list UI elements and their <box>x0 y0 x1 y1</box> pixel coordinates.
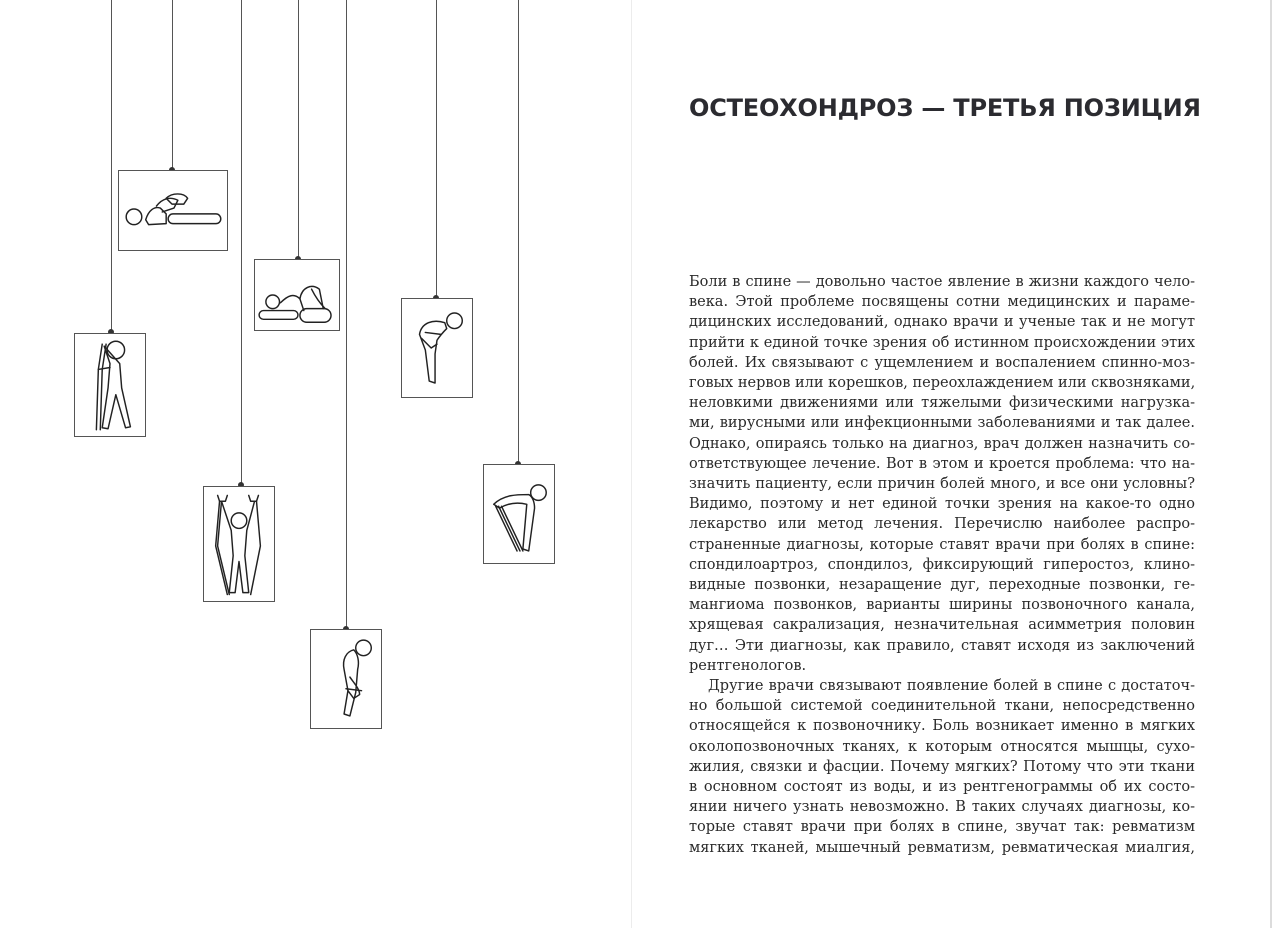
exercise-card <box>401 298 473 398</box>
text-line: мангиома позвонков, варианты ширины позвоночного канала, <box>689 597 1195 614</box>
text-line: жилия, связки и фасции. Почему мягких? Потому что эти ткани <box>689 758 1195 775</box>
text-line: прийти к единой точке зрения об истинном происхождении этих <box>689 334 1195 351</box>
text-line: в основном состоят из воды, и из рентгенограммы об их состо- <box>689 779 1195 796</box>
text-line: века. Этой проблеме посвящены сотни медицинских и параме- <box>689 294 1195 311</box>
text-line: торые ставят врачи при болях в спине, звучат так: ревматизм <box>689 819 1195 836</box>
hanging-string <box>298 0 299 259</box>
figure-kneeling-forward-icon <box>255 260 339 330</box>
text-line: дицинских исследований, однако врачи и ученые так и не могут <box>689 314 1195 331</box>
text-line: спондилоартроз, спондилоз, фиксирующий гиперостоз, клино- <box>689 556 1195 573</box>
hanging-string <box>241 0 242 485</box>
text-line: значить пациенту, если причин болей много, и все они условны? <box>689 476 1195 493</box>
exercise-card <box>254 259 340 331</box>
exercise-card <box>203 486 275 602</box>
text-line: Видимо, поэтому и нет единой точки зрения на какое-то одно <box>689 496 1195 513</box>
text-line: янии ничего узнать невозможно. В таких случаях диагнозы, ко- <box>689 799 1195 816</box>
figure-curled-lying-icon <box>119 171 227 250</box>
body-text <box>689 272 1195 858</box>
figure-bent-over-icon <box>402 299 472 397</box>
text-line: дуг… Эти диагнозы, как правило, ставят исходя из заключений <box>689 637 1195 654</box>
hanging-string <box>111 0 112 332</box>
paragraph <box>689 676 1195 858</box>
figure-single-leg-lift-icon <box>311 630 381 728</box>
hanging-string <box>172 0 173 170</box>
text-line: видные позвонки, незаращение дуг, переходные позвонки, ге- <box>689 577 1195 594</box>
text-line: страненные диагнозы, которые ставят врачи при болях в спине: <box>689 536 1195 553</box>
page-gutter-divider <box>631 0 632 928</box>
text-line: Другие врачи связывают появление болей в спине с достаточ- <box>708 678 1195 695</box>
text-line: хрящевая сакрализация, незначительная асимметрия половин <box>689 617 1195 634</box>
text-line: говых нервов или корешков, переохлаждением или сквозняками, <box>689 375 1196 392</box>
text-line: ответствующее лечение. Вот в этом и кроется проблема: что на- <box>689 455 1195 472</box>
text-line: Однако, опираясь только на диагноз, врач должен назначить со- <box>689 435 1195 452</box>
exercise-card <box>483 464 555 564</box>
text-line: Боли в спине — довольно частое явление в жизни каждого чело- <box>689 274 1195 290</box>
figure-pushback-band-icon <box>484 465 554 563</box>
exercise-card <box>118 170 228 251</box>
exercise-card <box>74 333 146 437</box>
hanging-string <box>346 0 347 629</box>
hanging-string <box>518 0 519 464</box>
figure-standing-band-icon <box>75 334 145 436</box>
text-line: лекарство или метод лечения. Перечислю наиболее распро- <box>689 516 1195 533</box>
figure-arms-raised-band-icon <box>204 487 274 601</box>
chapter-title: ОСТЕОХОНДРОЗ — ТРЕТЬЯ ПОЗИЦИЯ <box>689 94 1201 122</box>
text-line: мягких тканей, мышечный ревматизм, ревматическая миалгия, <box>689 839 1195 856</box>
paragraph <box>689 272 1195 676</box>
text-line: рентгенологов. <box>689 657 807 674</box>
text-line: неловкими движениями или тяжелыми физическими нагрузка- <box>689 395 1195 412</box>
text-line: относящейся к позвоночнику. Боль возникает именно в мягких <box>689 718 1195 735</box>
text-line: болей. Их связывают с ущемлением и воспалением спинно-моз- <box>689 354 1195 371</box>
hanging-string <box>436 0 437 298</box>
text-line: но большой системой соединительной ткани, непосредственно <box>689 698 1195 715</box>
text-line: околопозвоночных тканях, к которым относятся мышцы, сухо- <box>689 738 1195 755</box>
exercise-card <box>310 629 382 729</box>
text-line: ми, вирусными или инфекционными заболеваниями и так далее. <box>689 415 1195 432</box>
